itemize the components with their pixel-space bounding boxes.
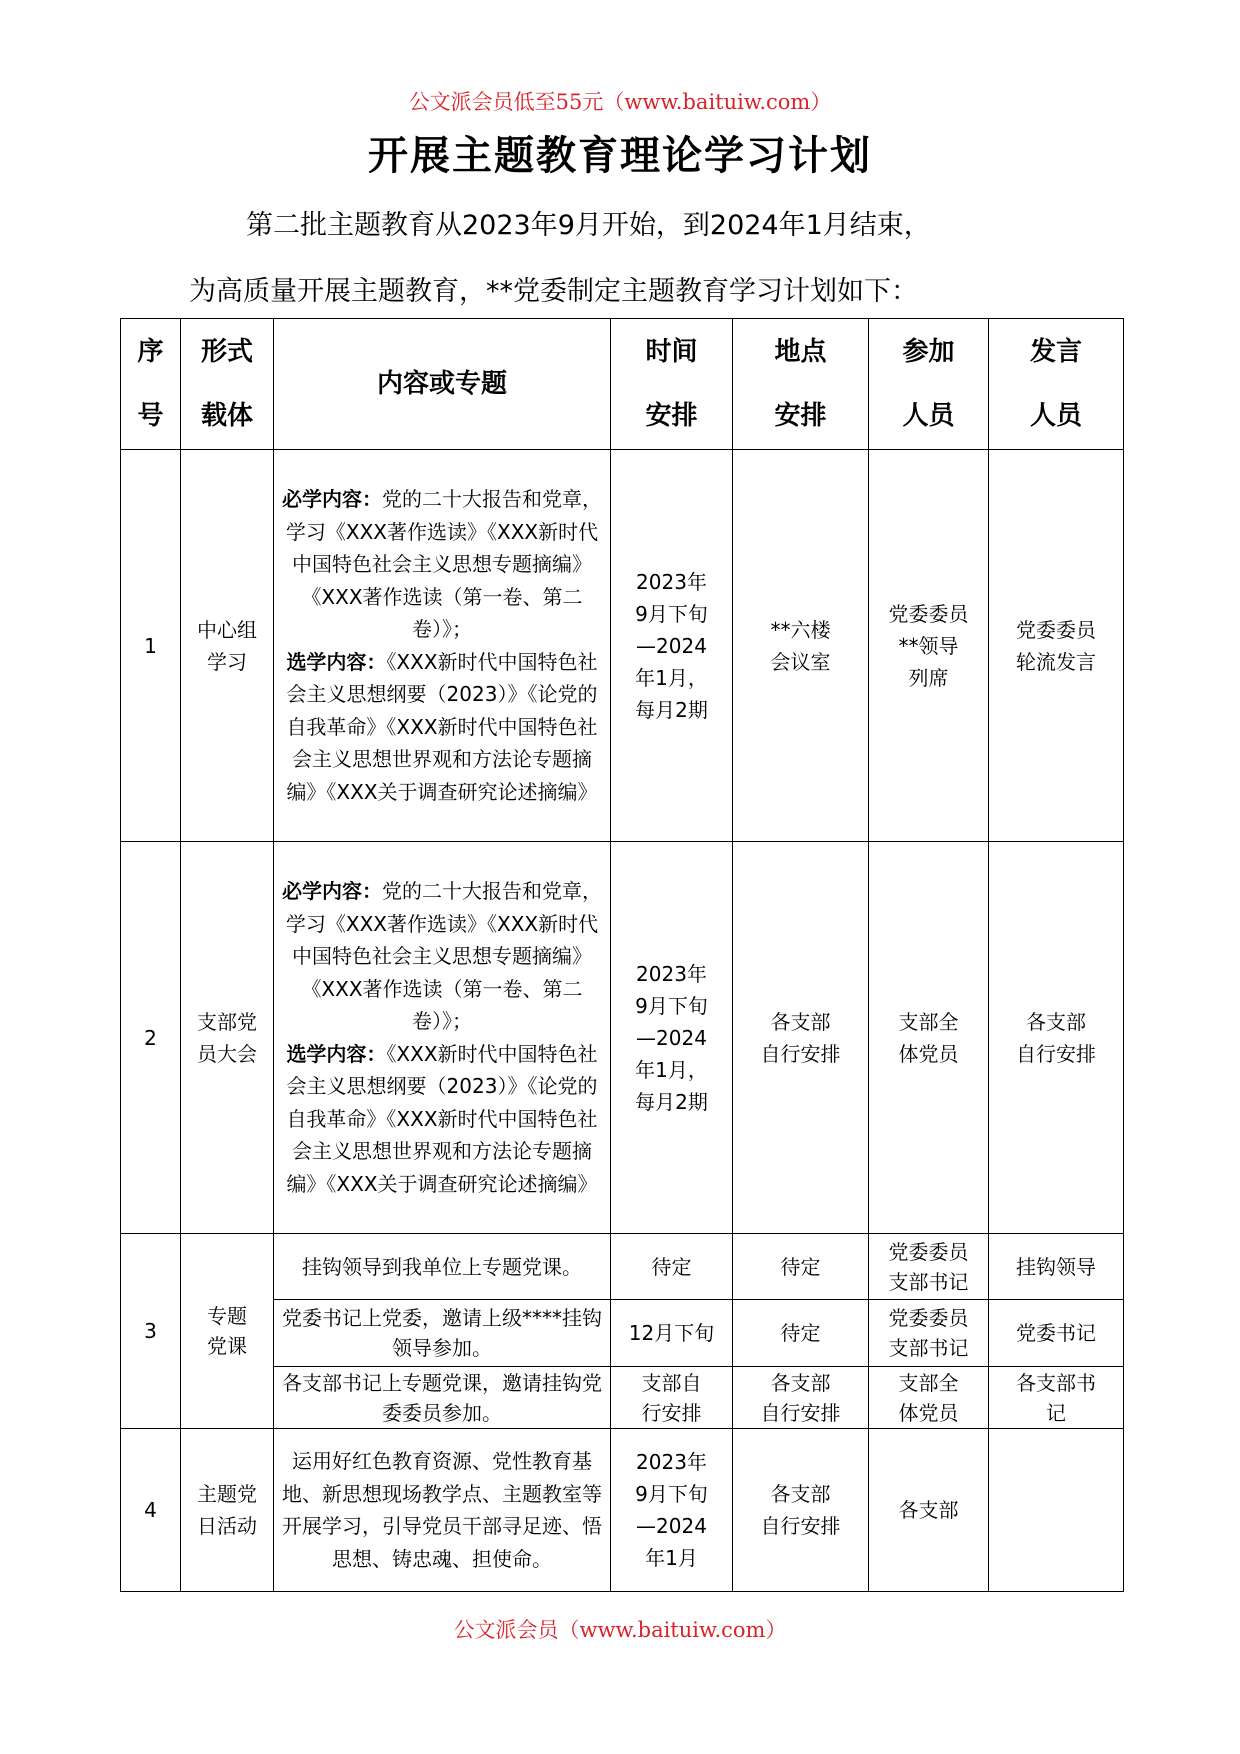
cell-form: 主题党 日活动 xyxy=(181,1429,274,1592)
table-row xyxy=(121,1429,1124,1592)
cell-content xyxy=(274,450,611,842)
cell-speakers: 挂钩领导 xyxy=(989,1234,1124,1300)
cell-content: 各支部书记上专题党课，邀请挂钩党委委员参加。 xyxy=(274,1367,611,1429)
cell-participants: 党委委员 支部书记 xyxy=(869,1300,989,1367)
elective-label: 选学内容： xyxy=(286,649,387,674)
footer-banner: 公文派会员（www.baituiw.com） xyxy=(453,1618,787,1642)
cell-form: 中心组 学习 xyxy=(181,450,274,842)
cell-no: 4 xyxy=(121,1429,181,1592)
table-row xyxy=(121,842,1124,1234)
cell-no: 1 xyxy=(121,450,181,842)
cell-time: 2023年 9月下旬 —2024 年1月， 每月2期 xyxy=(611,450,733,842)
elective-text: 《XXX新时代中国特色社会主义思想纲要（2023）》《论党的自我革命》《XXX新时代中国特色社会主义思想世界观和方法论专题摘编》《XXX关于调查研究论述摘编》 xyxy=(286,1041,598,1196)
intro-line-1: 第二批主题教育从2023年9月开始，到2024年1月结束， xyxy=(246,210,931,241)
cell-no: 2 xyxy=(121,842,181,1234)
cell-speakers xyxy=(989,1429,1124,1592)
required-text: 党的二十大报告和党章，学习《XXX著作选读》《XXX新时代中国特色社会主义思想专题摘编》《XXX著作选读（第一卷、第二卷）》； xyxy=(285,879,602,1033)
cell-time: 2023年 9月下旬 —2024 年1月 xyxy=(611,1429,733,1592)
cell-place: 各支部 自行安排 xyxy=(733,1429,869,1592)
header-banner: 公文派会员低至55元（www.baituiw.com） xyxy=(408,90,832,114)
cell-no: 3 xyxy=(121,1234,181,1429)
cell-place: **六楼 会议室 xyxy=(733,450,869,842)
header-no: 序 号 xyxy=(121,319,181,450)
cell-speakers: 各支部 自行安排 xyxy=(989,842,1124,1234)
cell-content: 运用好红色教育资源、党性教育基地、新思想现场教学点、主题教室等开展学习，引导党员干部寻足迹、悟思想、铸忠魂、担使命。 xyxy=(274,1429,611,1592)
cell-speakers: 党委书记 xyxy=(989,1300,1124,1367)
cell-time: 12月下旬 xyxy=(611,1300,733,1367)
cell-place: 各支部 自行安排 xyxy=(733,1367,869,1429)
header-form: 形式 载体 xyxy=(181,319,274,450)
cell-speakers: 党委委员 轮流发言 xyxy=(989,450,1124,842)
table-row xyxy=(121,1234,1124,1300)
table-row xyxy=(121,450,1124,842)
cell-participants: 支部全 体党员 xyxy=(869,842,989,1234)
cell-speakers: 各支部书 记 xyxy=(989,1367,1124,1429)
header-time: 时间 安排 xyxy=(611,319,733,450)
cell-participants: 党委委员 支部书记 xyxy=(869,1234,989,1300)
header-speakers: 发言 人员 xyxy=(989,319,1124,450)
cell-content: 党委书记上党委，邀请上级****挂钩领导参加。 xyxy=(274,1300,611,1367)
header-participants: 参加 人员 xyxy=(869,319,989,450)
cell-content: 挂钩领导到我单位上专题党课。 xyxy=(274,1234,611,1300)
cell-time: 待定 xyxy=(611,1234,733,1300)
intro-line-2: 为高质量开展主题教育，**党委制定主题教育学习计划如下： xyxy=(189,276,918,307)
header-content: 内容或专题 xyxy=(274,319,611,450)
cell-participants: 支部全 体党员 xyxy=(869,1367,989,1429)
table-header-row xyxy=(121,319,1124,450)
cell-participants: 党委委员 **领导 列席 xyxy=(869,450,989,842)
required-label: 必学内容： xyxy=(282,487,382,511)
elective-text: 《XXX新时代中国特色社会主义思想纲要（2023）》《论党的自我革命》《XXX新时代中国特色社会主义思想世界观和方法论专题摘编》《XXX关于调查研究论述摘编》 xyxy=(286,649,598,804)
document-title: 开展主题教育理论学习计划 xyxy=(368,133,872,179)
cell-place: 待定 xyxy=(733,1300,869,1367)
cell-form: 专题 党课 xyxy=(181,1234,274,1429)
required-label: 必学内容： xyxy=(282,879,382,903)
cell-form: 支部党 员大会 xyxy=(181,842,274,1234)
cell-time: 2023年 9月下旬 —2024 年1月， 每月2期 xyxy=(611,842,733,1234)
cell-place: 各支部 自行安排 xyxy=(733,842,869,1234)
cell-place: 待定 xyxy=(733,1234,869,1300)
cell-time: 支部自 行安排 xyxy=(611,1367,733,1429)
header-place: 地点 安排 xyxy=(733,319,869,450)
required-text: 党的二十大报告和党章，学习《XXX著作选读》《XXX新时代中国特色社会主义思想专题摘编》《XXX著作选读（第一卷、第二卷）》； xyxy=(285,487,602,641)
cell-content xyxy=(274,842,611,1234)
cell-participants: 各支部 xyxy=(869,1429,989,1592)
elective-label: 选学内容： xyxy=(286,1041,387,1066)
study-plan-table xyxy=(120,318,1124,1592)
